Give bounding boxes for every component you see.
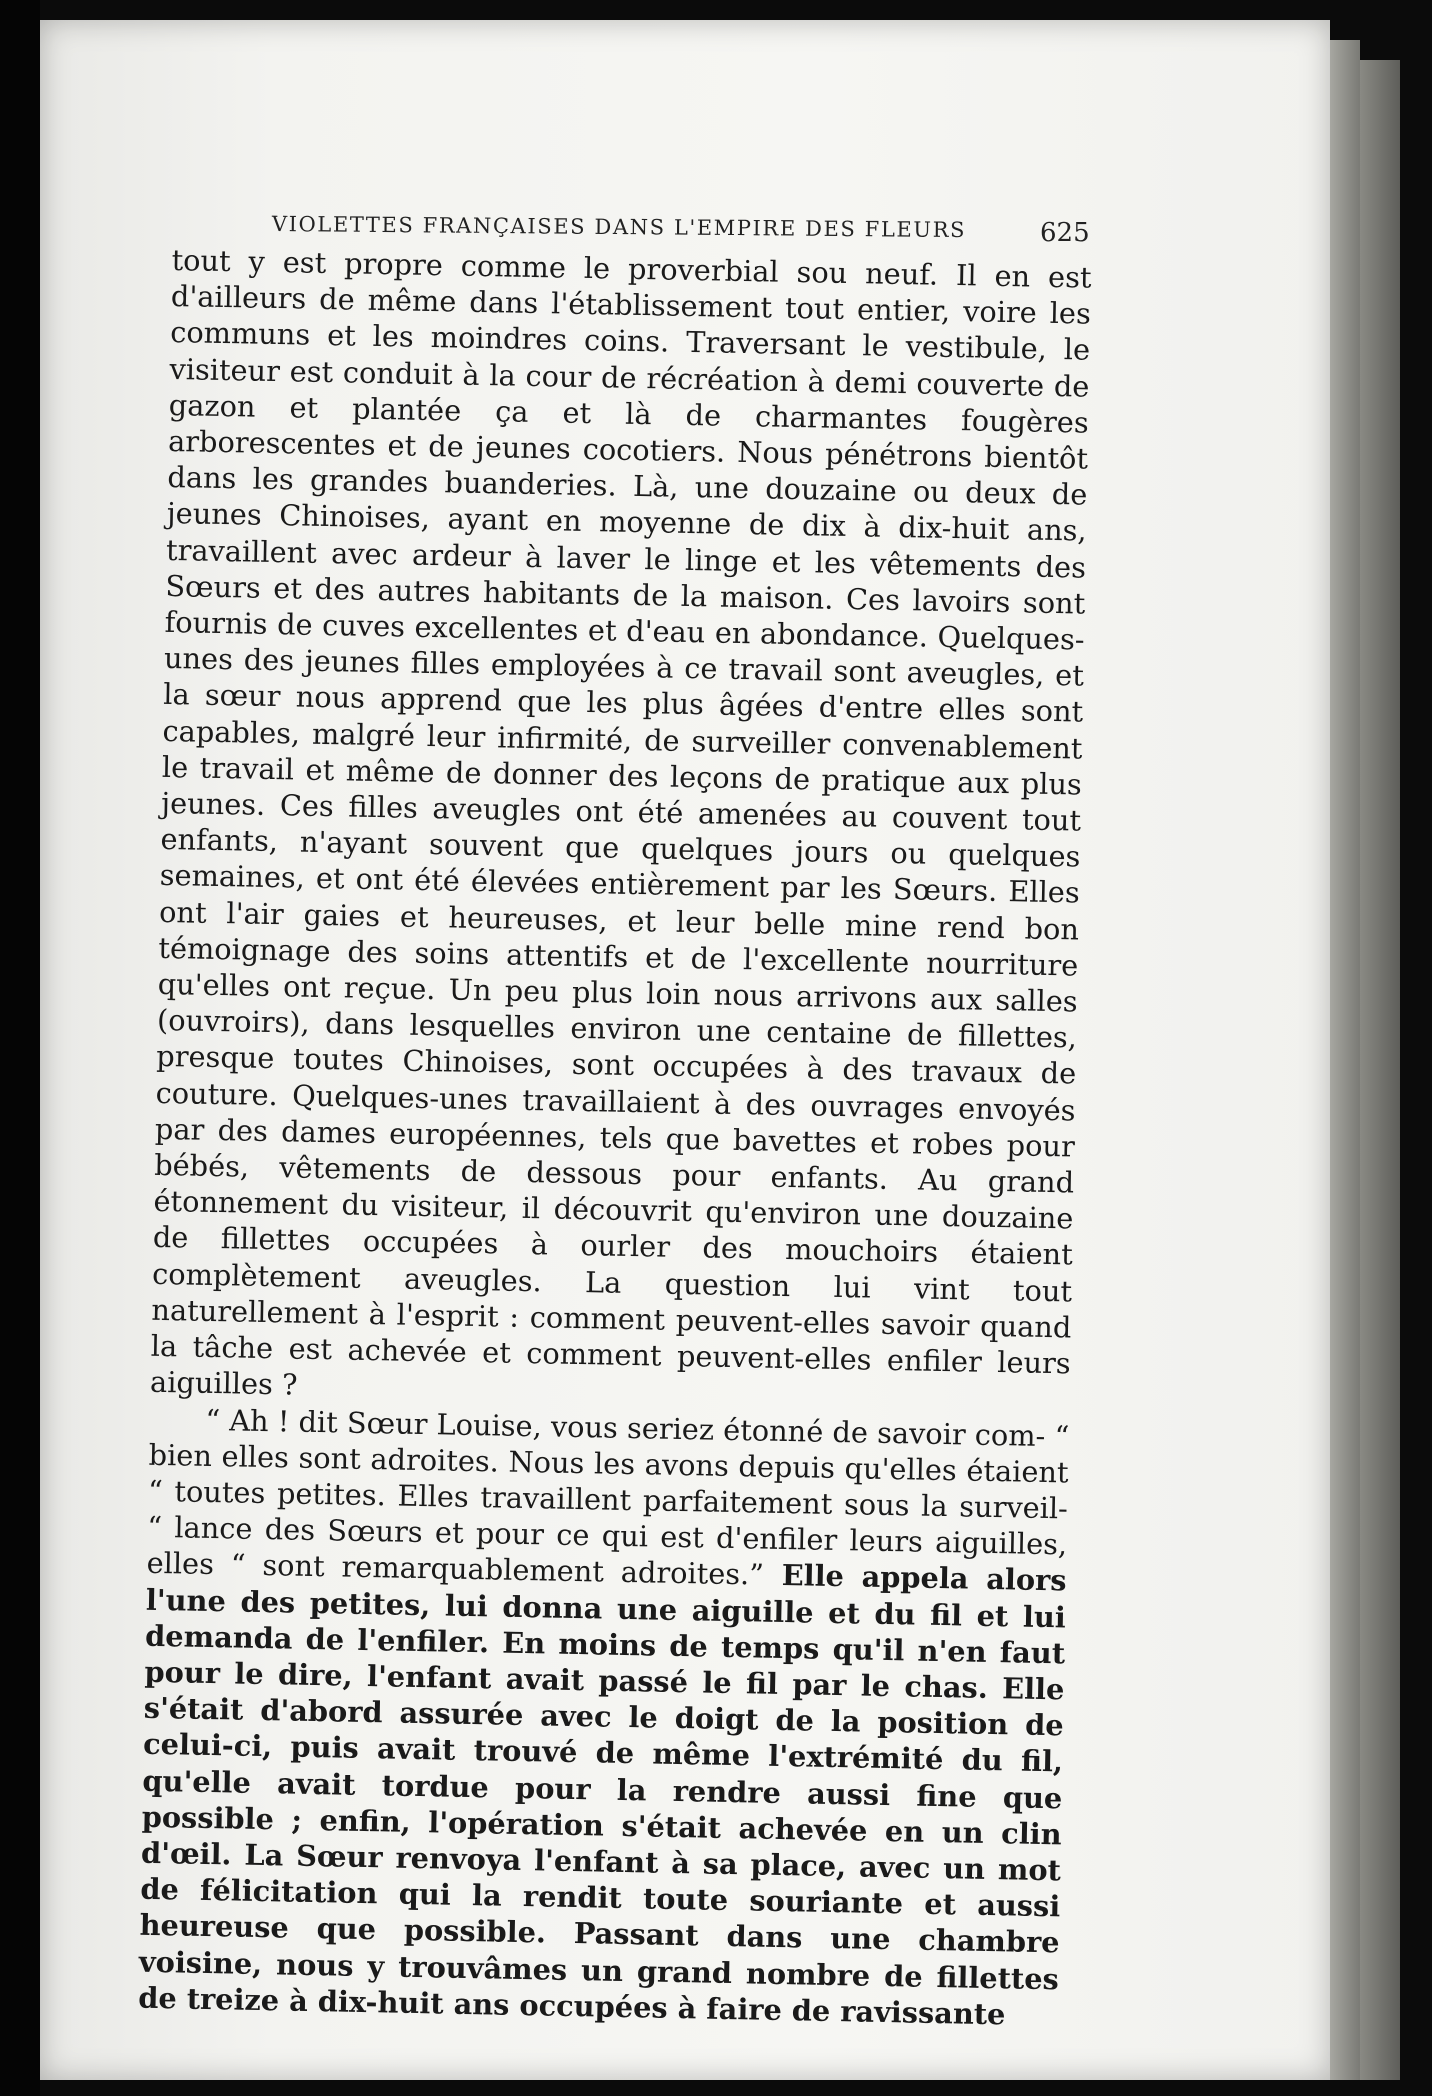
page-number: 625: [1040, 218, 1090, 248]
body-text: [138, 242, 1092, 2033]
sister-louise-quote: “ Ah ! dit Sœur Louise, vous seriez étonné de savoir com- “ bien elles sont adroites. Nous les avons depuis qu'elles étaient “ toutes petites. Elles travaillent parfaitement sous la surveil- “ lance des Sœurs et pour ce qui est d'enfiler leurs aiguilles, elles “ sont remarquablement adroites.”: [146, 1402, 1070, 1592]
running-title: VIOLETTES FRANÇAISES DANS L'EMPIRE DES FLEURS: [271, 212, 967, 243]
paragraph-2-continuation: Elle appela alors l'une des petites, lui donna une aiguille et du fil et lui demanda de l'enfiler. En moins de temps qu'il n'en faut pour le dire, l'enfant avait passé le fil par le chas. Elle s'était d'abord assurée avec le doigt de la position de celui-ci, puis avait trouvé de même l'extrémité du fil, qu'elle avait tordue pour la rendre aussi fine que possible ; enfin, l'opération s'était achevée en un clin d'œil. La Sœur renvoya l'enfant à sa place, avec un mot de félicitation qui la rendit toute souriante et aussi heureuse que possible. Passant dans une chambre voisine, nous y trouvâmes un grand nombre de fillettes de treize à dix-huit ans occupées à faire de ravissante: [137, 1557, 1067, 2032]
page-stack-edge-outer: [1360, 60, 1400, 2080]
book-page: [40, 20, 1330, 2080]
paragraph-1: tout y est propre comme le proverbial sou neuf. Il en est d'ailleurs de même dans l'établissement tout entier, voire les communs et les moindres coins. Traversant le vestibule, le visiteur est conduit à la cour de récréation à demi couverte de gazon et plantée ça et là de charmantes fougères arborescentes et de jeunes cocotiers. Nous pénétrons bientôt dans les grandes buanderies. Là, une douzaine ou deux de jeunes Chinoises, ayant en moyenne de dix à dix-huit ans, travaillent avec ardeur à laver le linge et les vêtements des Sœurs et des autres habitants de la maison. Ces lavoirs sont fournis de cuves excellentes et d'eau en abondance. Quelques-unes des jeunes filles employées à ce travail sont aveugles, et la sœur nous apprend que les plus âgées d'entre elles sont capables, malgré leur infirmité, de surveiller convenablement le travail et même de donner des leçons de pratique aux plus jeunes. Ces filles aveugles ont été amenées au couvent tout enfants, n'ayant souvent que quelques jours ou quelques semaines, et ont été élevées entièrement par les Sœurs. Elles ont l'air gaies et heureuses, et leur belle mine rend bon témoignage des soins attentifs et de l'excellente nourriture qu'elles ont reçue. Un peu plus loin nous arrivons aux salles (ouvroirs), dans lesquelles environ une centaine de fillettes, presque toutes Chinoises, sont occupées à des travaux de couture. Quelques-unes travaillaient à des ouvrages envoyés par des dames européennes, tels que bavettes et robes pour bébés, vêtements de dessous pour enfants. Au grand étonnement du visiteur, il découvrit qu'environ une douzaine de fillettes occupées à ourler des mouchoirs étaient complètement aveugles. La question lui vint tout naturellement à l'esprit : comment peuvent-elles savoir quand la tâche est achevée et comment peuvent-elles enfiler leurs aiguilles ?: [149, 242, 1092, 1402]
film-border: [0, 0, 40, 2096]
paragraph-2: [138, 1400, 1070, 2033]
